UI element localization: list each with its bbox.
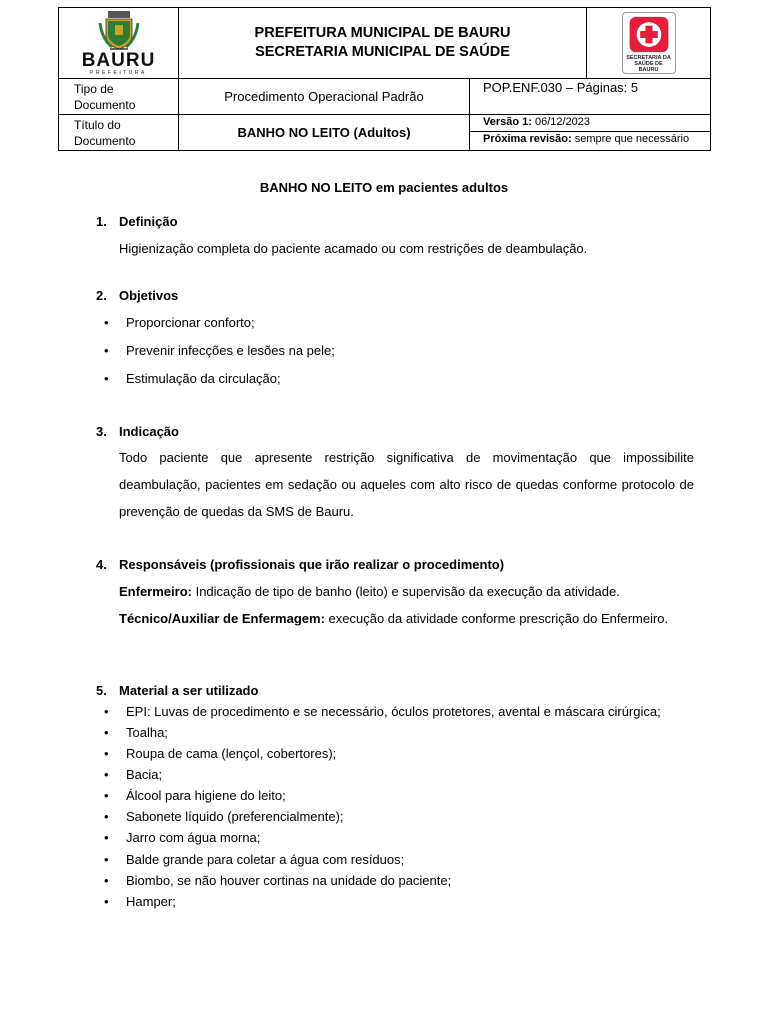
- tech-text: execução da atividade conforme prescrição do Enfermeiro.: [324, 611, 669, 626]
- title-label: Título do Documento: [59, 115, 179, 150]
- tech-label: Técnico/Auxiliar de Enfermagem:: [119, 611, 325, 626]
- sms-logo-text: SECRETARIA DA SAÚDE DE BAURU: [626, 55, 671, 73]
- document-page: BAURU PREFEITURA PREFEITURA MUNICIPAL DE BAURU SECRETARIA MUNICIPAL DE SAÚDE SECRETARIA DA SAÚDE DE BAURU Tipo de Documento Procedimento Operacional Padrão POP.ENF.030 – Páginas: 5 Título do Documento BANHO NO LEITO (Adultos) Versão 1: 06/12/2023 Próxima revisão: sempre que necessário BANHO NO LEITO em pacientes adultos 1. Definição Higienização completa do paciente acamado ou com restrições de deambulação. 2. Objetivos • Proporcionar conforto; • Prevenir infecções e lesões na pele; • Estimulação da circulação; 3. Indicação Todo paciente que apresente restrição significativa de movimentação que impossibilite deambulação, pacientes em sedação ou aqueles com alto risco de quedas conforme protocolo de prevenção de quedas da SMS de Bauru. 4. Responsáveis (profissionais que irão realizar o procedimento) Enfermeiro: Indicação de tipo de banho (leito) e supervisão da execução da atividade. Técnico/Auxiliar de Enfermagem: execução da atividade conforme prescrição do Enfermeiro. 5. Material a ser utilizado • EPI: Luvas de procedimento e se necessário, óculos protetores, avental e máscara cirúrgica; • Toalha; • Roupa de cama (lençol, cobertores); • Bacia; • Álcool para higiene do leito; • Sabonete líquido (preferencialmente); • Jarro com água morna; • Balde grande para coletar a água com resíduos; • Biombo, se não houver cortinas na unidade do paciente; • Hamper;: [0, 0, 768, 1024]
- bauru-crest-icon: [98, 11, 140, 51]
- doc-type-value: Procedimento Operacional Padrão: [179, 79, 470, 114]
- version-info: [470, 115, 710, 132]
- section-3-number: 3.: [96, 424, 107, 439]
- header-row-title: [59, 115, 710, 150]
- section-2-title: Objetivos: [119, 288, 179, 303]
- version-date: 06/12/2023: [534, 116, 591, 128]
- doc-type-label: Tipo de Documento: [59, 79, 179, 114]
- section-2-number: 2.: [96, 288, 107, 303]
- sms-logo: [587, 8, 710, 78]
- version-cell: [470, 115, 710, 150]
- version-label: Versão 1:: [483, 116, 532, 128]
- document-title: BANHO NO LEITO em pacientes adultos: [259, 180, 509, 195]
- section-5-number: 5.: [96, 683, 107, 698]
- nurse-label: Enfermeiro:: [119, 584, 192, 599]
- section-3-title: Indicação: [119, 424, 179, 439]
- section-4-number: 4.: [96, 557, 107, 572]
- org-line-2: SECRETARIA MUNICIPAL DE SAÚDE: [255, 44, 510, 60]
- title-value: BANHO NO LEITO (Adultos): [179, 115, 470, 150]
- section-3-heading: [96, 424, 179, 439]
- section-1-heading: [96, 214, 178, 229]
- section-3-text: Todo paciente que apresente restrição significativa de movimentação que impossibilite deambulação, pacientes em sedação ou aqueles com alto risco de quedas conforme protocolo de prevenção de quedas da SMS de Bauru.: [119, 450, 694, 519]
- bauru-logo: [59, 8, 179, 78]
- pop-code: POP.ENF.030 – Páginas: 5: [483, 80, 639, 95]
- bauru-logo-subtext: PREFEITURA: [90, 69, 147, 76]
- nurse-responsibility: [119, 584, 620, 599]
- section-1-text: Higienização completa do paciente acamado ou com restrições de deambulação.: [119, 241, 588, 256]
- next-review-label: Próxima revisão:: [483, 133, 572, 145]
- document-header-table: [58, 7, 711, 151]
- nurse-text: Indicação de tipo de banho (leito) e supervisão da execução da atividade.: [191, 584, 620, 599]
- institution-title: [179, 8, 587, 78]
- section-4-heading: [96, 557, 504, 572]
- org-line-1: PREFEITURA MUNICIPAL DE BAURU: [254, 25, 511, 41]
- section-5-heading: [96, 683, 258, 698]
- section-1-number: 1.: [96, 214, 107, 229]
- header-row-institution: [59, 8, 710, 79]
- bauru-logo-text: BAURU: [81, 49, 156, 71]
- header-row-doc-type: [59, 79, 710, 115]
- health-cross-icon: [626, 16, 672, 53]
- section-5-title: Material a ser utilizado: [119, 683, 259, 698]
- next-review-value: sempre que necessário: [574, 133, 690, 145]
- next-review-info: [470, 132, 710, 150]
- section-1-title: Definição: [119, 214, 178, 229]
- section-2-heading: [96, 288, 178, 303]
- section-4-title: Responsáveis (profissionais que irão realizar o procedimento): [119, 557, 505, 572]
- tech-responsibility: [119, 605, 694, 632]
